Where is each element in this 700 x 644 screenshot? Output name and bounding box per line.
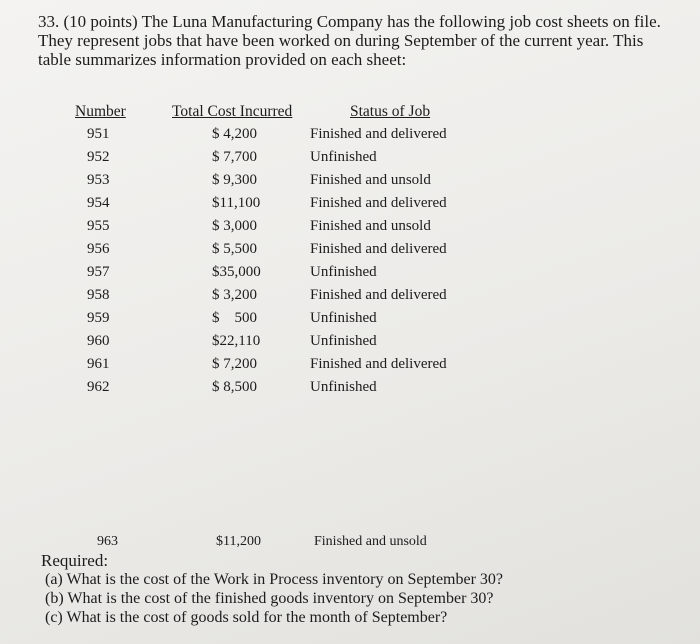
- job-status: Finished and delivered: [310, 195, 447, 211]
- job-cost: $11,200: [216, 534, 261, 549]
- job-cost: $ 3,200: [212, 287, 257, 303]
- job-number: 957: [87, 264, 110, 280]
- job-cost: $ 5,500: [212, 241, 257, 257]
- job-status: Finished and delivered: [310, 287, 447, 303]
- job-number: 952: [87, 149, 110, 165]
- job-number: 961: [87, 356, 110, 372]
- job-number: 953: [87, 172, 110, 188]
- question-b: (b) What is the cost of the finished goods inventory on September 30?: [45, 590, 494, 607]
- job-status: Finished and delivered: [310, 126, 447, 142]
- job-number: 963: [97, 534, 118, 549]
- job-status: Finished and unsold: [310, 172, 431, 188]
- job-status: Unfinished: [310, 333, 377, 349]
- question-list: [45, 570, 503, 627]
- job-status: Finished and delivered: [310, 241, 447, 257]
- job-cost: $22,110: [212, 333, 261, 349]
- job-status: Unfinished: [310, 379, 377, 395]
- job-cost: $ 7,200: [212, 356, 257, 372]
- job-number: 955: [87, 218, 110, 234]
- job-cost: $11,100: [212, 195, 261, 211]
- job-cost: $ 7,700: [212, 149, 257, 165]
- job-cost: $35,000: [212, 264, 261, 280]
- problem-intro: 33. (10 points) The Luna Manufacturing Company has the following job cost sheets on file. They represent jobs that have been worked on during September of the current year. This table summarizes information provided on each sheet:: [38, 12, 661, 69]
- header-number: Number: [75, 103, 126, 120]
- question-c: (c) What is the cost of goods sold for the month of September?: [45, 609, 448, 626]
- job-status: Unfinished: [310, 264, 377, 280]
- job-number: 954: [87, 195, 110, 211]
- job-status: Finished and delivered: [310, 356, 447, 372]
- job-status: Finished and unsold: [310, 218, 431, 234]
- header-total-cost: Total Cost Incurred: [172, 103, 293, 120]
- job-number: 962: [87, 379, 110, 395]
- job-status: Unfinished: [310, 149, 377, 165]
- job-number: 951: [87, 126, 110, 142]
- required-label: Required:: [41, 551, 109, 570]
- job-number: 956: [87, 241, 110, 257]
- job-number: 958: [87, 287, 110, 303]
- job-status: Finished and unsold: [314, 534, 427, 549]
- job-cost: $ 500: [212, 310, 257, 326]
- question-a: (a) What is the cost of the Work in Process inventory on September 30?: [45, 571, 504, 588]
- job-status: Unfinished: [310, 310, 377, 326]
- job-number: 959: [87, 310, 110, 326]
- job-cost: $ 9,300: [212, 172, 257, 188]
- header-status: Status of Job: [350, 103, 431, 120]
- job-number: 960: [87, 333, 110, 349]
- job-cost: $ 4,200: [212, 126, 257, 142]
- job-cost: $ 8,500: [212, 379, 257, 395]
- job-cost: $ 3,000: [212, 218, 257, 234]
